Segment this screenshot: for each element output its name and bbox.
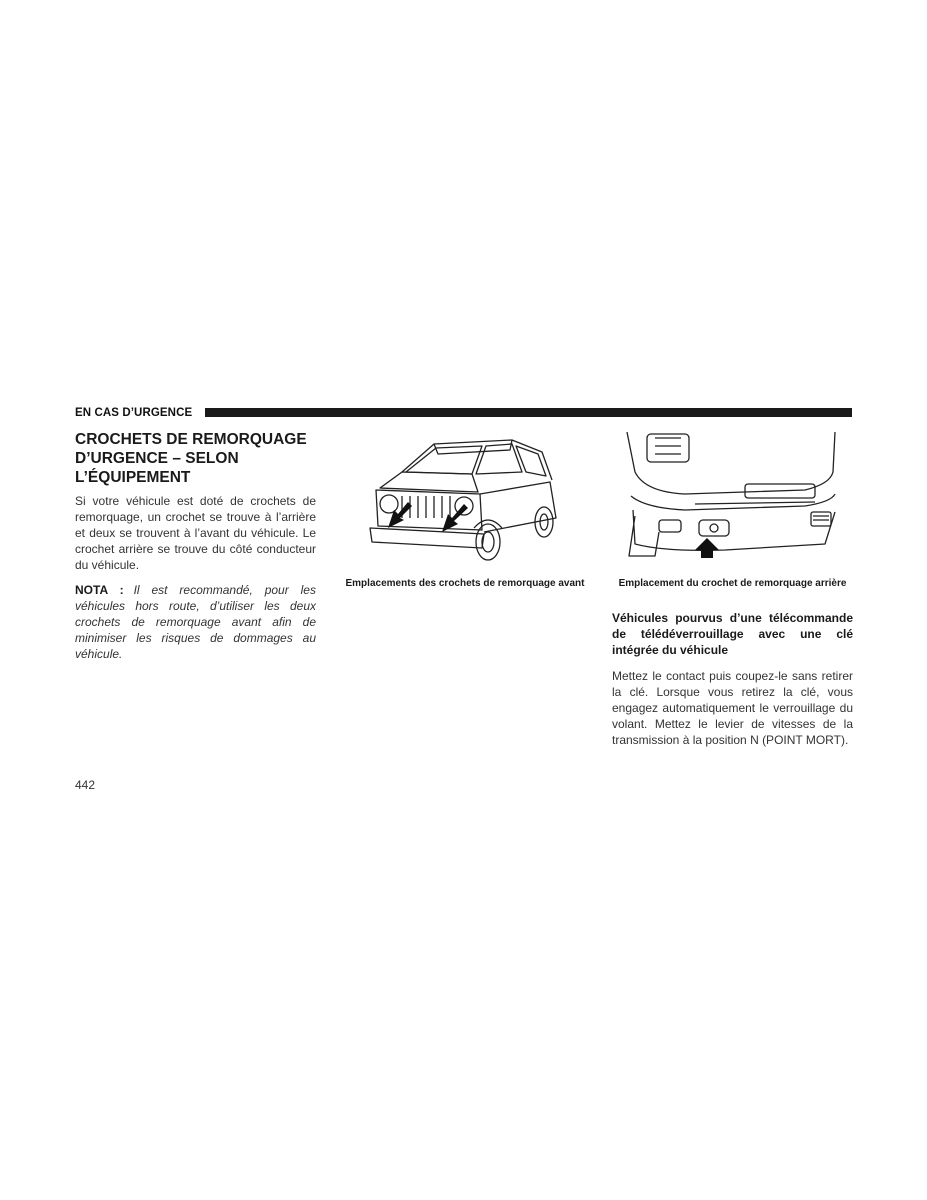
subheading: Véhicules pourvus d’une télécommande de télédéverrouillage avec une clé intégrée du véhicule: [612, 611, 853, 657]
note-paragraph: [75, 582, 316, 662]
right-body-paragraph: Mettez le contact puis coupez-le sans retirer la clé. Lorsque vous retirez la clé, vous engagez automatiquement le verrouillage du volant. Mettez le levier de vitesses de la transmission à la position N (POINT MORT).: [612, 669, 853, 747]
note-label: NOTA :: [75, 583, 124, 597]
header-rule: [205, 408, 852, 417]
page-title: CROCHETS DE REMORQUAGE D’URGENCE – SELON L’ÉQUIPEMENT: [75, 431, 307, 486]
intro-paragraph: Si votre véhicule est doté de crochets de remorquage, un crochet se trouve à l’arrière et deux se trouvent à l’avant du véhicule. Le crochet arrière se trouve du côté conducteur du véhicule.: [75, 494, 316, 572]
section-title: EN CAS D’URGENCE: [75, 407, 193, 419]
left-column: [75, 430, 316, 662]
front-figure-caption: Emplacements des crochets de remorquage avant: [345, 578, 585, 589]
section-header: [75, 405, 852, 421]
right-column: [612, 610, 853, 748]
front-tow-hooks-illustration: [362, 432, 568, 566]
note-text: Il est recommandé, pour les véhicules hors route, d’utiliser les deux crochets de remorquage avant afin de minimiser les risques de dommages au véhicule.: [75, 583, 316, 661]
rear-tow-hook-illustration: [625, 432, 837, 558]
page-number: 442: [75, 778, 96, 792]
rear-figure-caption: Emplacement du crochet de remorquage arrière: [618, 578, 847, 589]
